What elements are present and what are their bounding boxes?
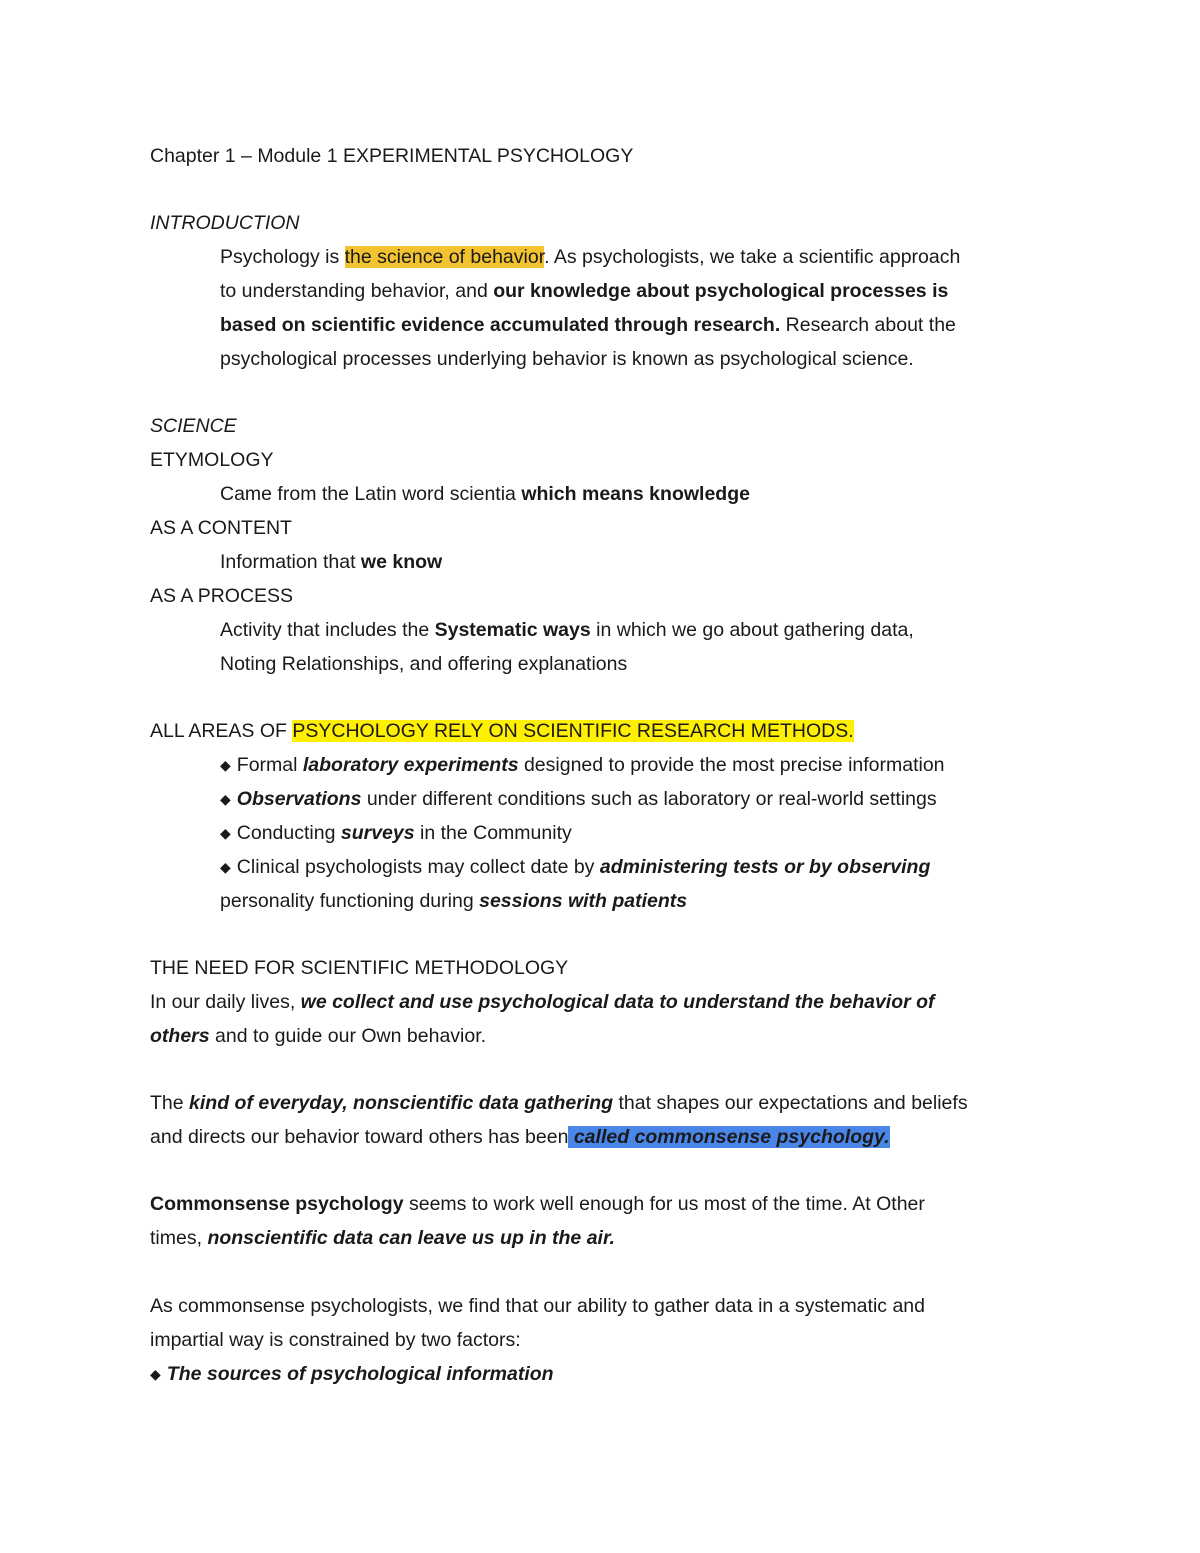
text-run: and directs our behavior toward others has been xyxy=(150,1126,569,1148)
bold-italic-run: sessions with patients xyxy=(479,890,688,912)
page-title: Chapter 1 – Module 1 EXPERIMENTAL PSYCHOLOGY xyxy=(150,145,634,167)
need-p2-line-1 xyxy=(150,1091,968,1115)
text-run: Activity that includes the xyxy=(220,619,435,641)
highlight-commonsense-psychology: called commonsense psychology. xyxy=(568,1126,890,1148)
need-p4-bullet xyxy=(150,1362,554,1386)
text-run: Conducting xyxy=(236,822,341,844)
text-run: in which we go about gathering data, xyxy=(590,619,914,641)
bold-run: based on scientific evidence accumulated through research. xyxy=(220,314,781,336)
diamond-bullet-icon: ◆ xyxy=(220,825,231,841)
etymology-heading: ETYMOLOGY xyxy=(150,449,274,471)
text-run: Came from the Latin word scientia xyxy=(220,483,522,505)
bold-italic-run: nonscientific data can leave us up in the air. xyxy=(207,1227,615,1249)
bold-italic-run: we collect and use psychological data to understand the behavior of xyxy=(300,991,935,1013)
need-p3-line-1 xyxy=(150,1192,925,1216)
diamond-bullet-icon: ◆ xyxy=(220,859,231,875)
intro-heading: INTRODUCTION xyxy=(150,212,300,234)
need-p2-line-2 xyxy=(150,1125,890,1149)
text-run: In our daily lives, xyxy=(150,991,301,1013)
intro-line-4: psychological processes underlying behavior is known as psychological science. xyxy=(220,348,914,370)
text-run: ALL AREAS OF xyxy=(150,720,293,742)
text-run: The xyxy=(150,1092,190,1114)
need-heading: THE NEED FOR SCIENTIFIC METHODOLOGY xyxy=(150,957,569,979)
bold-italic-run: The sources of psychological information xyxy=(166,1363,554,1385)
bold-italic-run: surveys xyxy=(340,822,415,844)
text-run: that shapes our expectations and beliefs xyxy=(613,1092,968,1114)
content-text xyxy=(220,550,442,574)
intro-line-2 xyxy=(220,279,1058,303)
intro-line-1 xyxy=(220,245,1058,269)
bold-italic-run: laboratory experiments xyxy=(302,754,519,776)
text-run: under different conditions such as laboratory or real-world settings xyxy=(361,788,937,810)
text-run: seems to work well enough for us most of the time. At Other xyxy=(403,1193,925,1215)
text-run: Formal xyxy=(236,754,303,776)
diamond-bullet-icon: ◆ xyxy=(220,757,231,773)
science-heading: SCIENCE xyxy=(150,415,237,437)
need-p1-line-1 xyxy=(150,990,935,1014)
process-line-2: Noting Relationships, and offering explanations xyxy=(220,653,628,675)
areas-heading xyxy=(150,719,854,743)
bold-run: which means knowledge xyxy=(521,483,750,505)
diamond-bullet-icon: ◆ xyxy=(150,1366,161,1382)
need-p1-line-2 xyxy=(150,1024,486,1048)
text-run: Psychology is xyxy=(220,246,345,268)
etymology-text xyxy=(220,482,750,506)
bold-run: we know xyxy=(360,551,443,573)
content-heading: AS A CONTENT xyxy=(150,517,292,539)
text-run: personality functioning during xyxy=(220,890,480,912)
need-p4-line-1: As commonsense psychologists, we find that our ability to gather data in a systematic and xyxy=(150,1295,925,1317)
areas-bullet-2 xyxy=(220,787,937,811)
highlight-research-methods: PSYCHOLOGY RELY ON SCIENTIFIC RESEARCH METHODS. xyxy=(292,720,854,742)
text-run: and to guide our Own behavior. xyxy=(209,1025,487,1047)
process-line-1 xyxy=(220,618,914,642)
need-p3-line-2 xyxy=(150,1226,615,1250)
diamond-bullet-icon: ◆ xyxy=(220,791,231,807)
bold-italic-run: others xyxy=(150,1025,210,1047)
bold-italic-run: administering tests or by observing xyxy=(599,856,931,878)
process-heading: AS A PROCESS xyxy=(150,585,294,607)
text-run xyxy=(220,245,960,269)
text-run: Research about the xyxy=(780,314,956,336)
bold-run: Commonsense psychology xyxy=(150,1193,404,1215)
intro-line-3 xyxy=(220,313,1058,337)
text-run: in the Community xyxy=(414,822,572,844)
text-run: times, xyxy=(150,1227,208,1249)
highlight-science-of-behavior: the science of behavior xyxy=(344,246,545,268)
areas-bullet-3 xyxy=(220,821,572,845)
need-p4-line-2: impartial way is constrained by two factors: xyxy=(150,1329,521,1351)
bold-run: Systematic ways xyxy=(434,619,591,641)
bold-run: our knowledge about psychological processes is xyxy=(493,280,949,302)
areas-bullet-4-cont xyxy=(220,889,687,913)
bold-italic-run: kind of everyday, nonscientific data gathering xyxy=(189,1092,614,1114)
text-run: designed to provide the most precise information xyxy=(518,754,945,776)
text-run: Clinical psychologists may collect date by xyxy=(236,856,600,878)
text-run: to understanding behavior, and xyxy=(220,280,494,302)
areas-bullet-1 xyxy=(220,753,945,777)
bold-italic-run: Observations xyxy=(236,788,362,810)
text-run: . As psychologists, we take a scientific approach xyxy=(544,246,961,268)
text-run: Information that xyxy=(220,551,361,573)
areas-bullet-4 xyxy=(220,855,930,879)
